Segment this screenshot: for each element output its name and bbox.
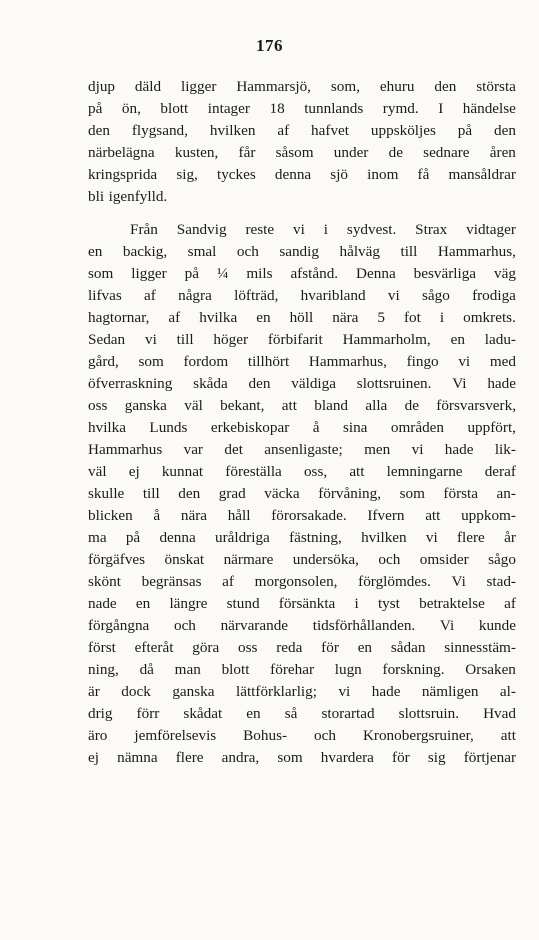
text-line: gård, som fordom tillhört Hammarhus, fingo vi med (88, 353, 516, 370)
text-line: är dock ganska lättförklarlig; vi hade nämligen al- (88, 683, 516, 700)
text-line: Hammarhus var det ansenligaste; men vi hade lik- (88, 441, 516, 458)
text-line: djup däld ligger Hammarsjö, som, ehuru den största (88, 78, 516, 95)
text-line: oss ganska väl bekant, att bland alla de försvarsverk, (88, 397, 516, 414)
text-line: förgångna och närvarande tidsförhållanden. Vi kunde (88, 617, 516, 634)
text-line: väl ej kunnat föreställa oss, att lemningarne deraf (88, 463, 516, 480)
body-text (88, 76, 516, 769)
text-line: på ön, blott intager 18 tunnlands rymd. I händelse (88, 100, 516, 117)
text-line: lifvas af några löfträd, hvaribland vi sågo frodiga (88, 287, 516, 304)
text-line: kringsprida sig, tyckes denna sjö inom få mansåldrar (88, 166, 516, 183)
text-line: skönt begränsas af morgonsolen, förglömdes. Vi stad- (88, 573, 516, 590)
text-line: först efteråt göra oss reda för en sådan sinnesstäm- (88, 639, 516, 656)
text-line: nade en längre stund försänkta i tyst betraktelse af (88, 595, 516, 612)
text-line: som ligger på ¼ mils afstånd. Denna besvärliga väg (88, 265, 516, 282)
page-number: 176 (256, 36, 283, 55)
text-line: Från Sandvig reste vi i sydvest. Strax vidtager (130, 221, 516, 238)
text-line: drig förr skådat en så storartad slottsruin. Hvad (88, 705, 516, 722)
text-line: ning, då man blott förehar lugn forskning. Orsaken (88, 661, 516, 678)
paragraph-gap (88, 208, 516, 219)
text-line: öfverraskning skåda den väldiga slottsruinen. Vi hade (88, 375, 516, 392)
text-line: Sedan vi till höger förbifarit Hammarholm, en ladu- (88, 331, 516, 348)
text-line: bli igenfylld. (88, 188, 168, 205)
paragraph-2 (88, 219, 516, 769)
text-line: ma på denna uråldriga fästning, hvilken vi flere år (88, 529, 516, 546)
text-line: skulle till den grad väcka förvåning, som första an- (88, 485, 516, 502)
text-line: förgäfves önskat närmare undersöka, och omsider sågo (88, 551, 516, 568)
text-line: hagtornar, af hvilka en höll nära 5 fot i omkrets. (88, 309, 516, 326)
text-line: närbelägna kusten, får såsom under de sednare åren (88, 144, 516, 161)
text-line: en backig, smal och sandig hålväg till Hammarhus, (88, 243, 516, 260)
text-line: den flygsand, hvilken af hafvet uppsköljes på den (88, 122, 516, 139)
text-line: hvilka Lunds erkebiskopar å sina områden uppfört, (88, 419, 516, 436)
text-line: äro jemförelsevis Bohus- och Kronobergsruiner, att (88, 727, 516, 744)
paragraph-1 (88, 76, 516, 208)
text-line: ej nämna flere andra, som hvardera för sig förtjenar (88, 749, 516, 766)
text-line: blicken å nära håll förorsakade. Ifvern att uppkom- (88, 507, 516, 524)
